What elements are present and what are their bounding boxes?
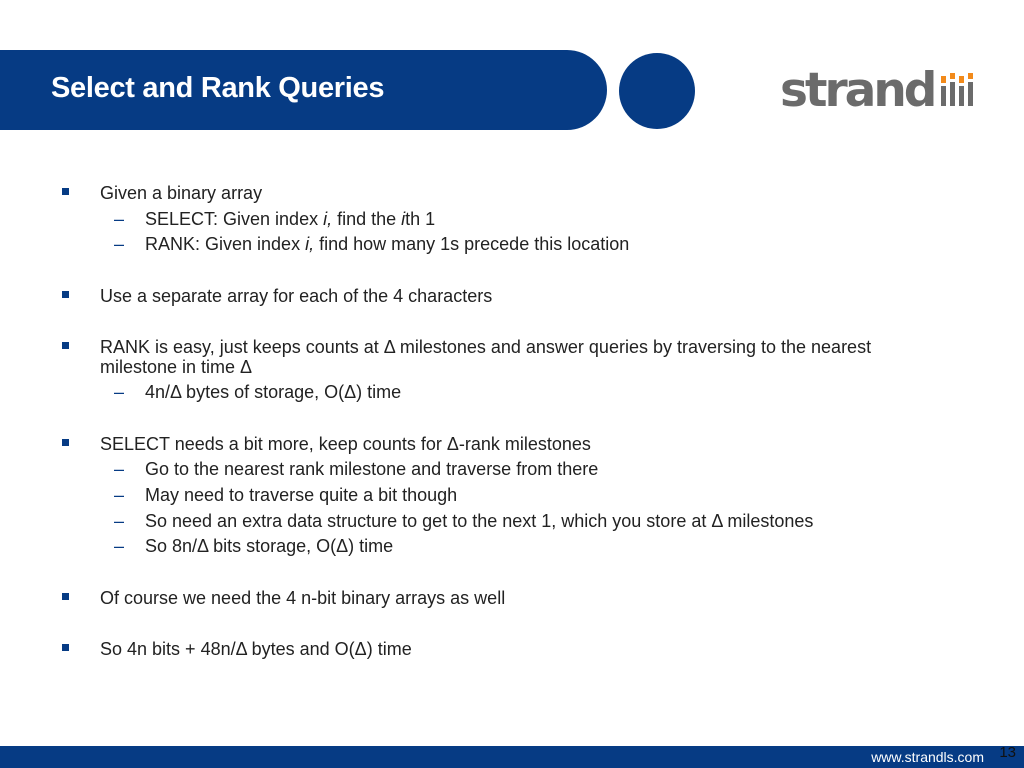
bullet-marker [62, 593, 69, 600]
sub-bullet-dash: – [114, 234, 125, 254]
sub-bullet-dash: – [114, 536, 125, 556]
sub-bullet-text: SELECT: Given index i, find the ith 1 [145, 209, 436, 229]
sub-bullet-text: 4n/Δ bytes of storage, O(Δ) time [145, 382, 402, 402]
bullet-text: Of course we need the 4 n-bit binary arrays as well [100, 588, 506, 608]
sub-bullet-text: So 8n/Δ bits storage, O(Δ) time [145, 536, 394, 556]
bullet-text: Given a binary array [100, 183, 263, 203]
bullet-marker [62, 188, 69, 195]
sub-bullet-dash: – [114, 485, 125, 505]
strand-logo [780, 62, 974, 118]
bullet-text: So 4n bits + 48n/Δ bytes and O(Δ) time [100, 639, 412, 659]
bullet-text: SELECT needs a bit more, keep counts for Δ-rank milestones [100, 434, 591, 454]
slide-title: Select and Rank Queries [51, 72, 385, 104]
bullet-text: RANK is easy, just keeps counts at Δ milestones and answer queries by traversing to the nearest [100, 337, 872, 357]
bullet-marker [62, 439, 69, 446]
sub-bullet-text: RANK: Given index i, find how many 1s precede this location [145, 234, 630, 254]
page-number: 13 [999, 744, 1016, 761]
sub-bullet-dash: – [114, 511, 125, 531]
logo-wordmark: strand [780, 62, 935, 118]
sub-bullet-text: May need to traverse quite a bit though [145, 485, 458, 505]
sub-bullet-dash: – [114, 382, 125, 402]
footer-url: www.strandls.com [871, 749, 984, 765]
sub-bullet-text: Go to the nearest rank milestone and traverse from there [145, 459, 599, 479]
bullet-marker [62, 291, 69, 298]
bullet-marker [62, 644, 69, 651]
strand-bars-logo-icon [940, 72, 974, 108]
sub-bullet-dash: – [114, 459, 125, 479]
decorative-circle [619, 53, 695, 129]
bullet-marker [62, 342, 69, 349]
sub-bullet-dash: – [114, 209, 125, 229]
bullet-text-continued: milestone in time Δ [100, 357, 253, 377]
sub-bullet-text: So need an extra data structure to get to the next 1, which you store at Δ milestones [145, 511, 814, 531]
bullet-text: Use a separate array for each of the 4 characters [100, 286, 493, 306]
